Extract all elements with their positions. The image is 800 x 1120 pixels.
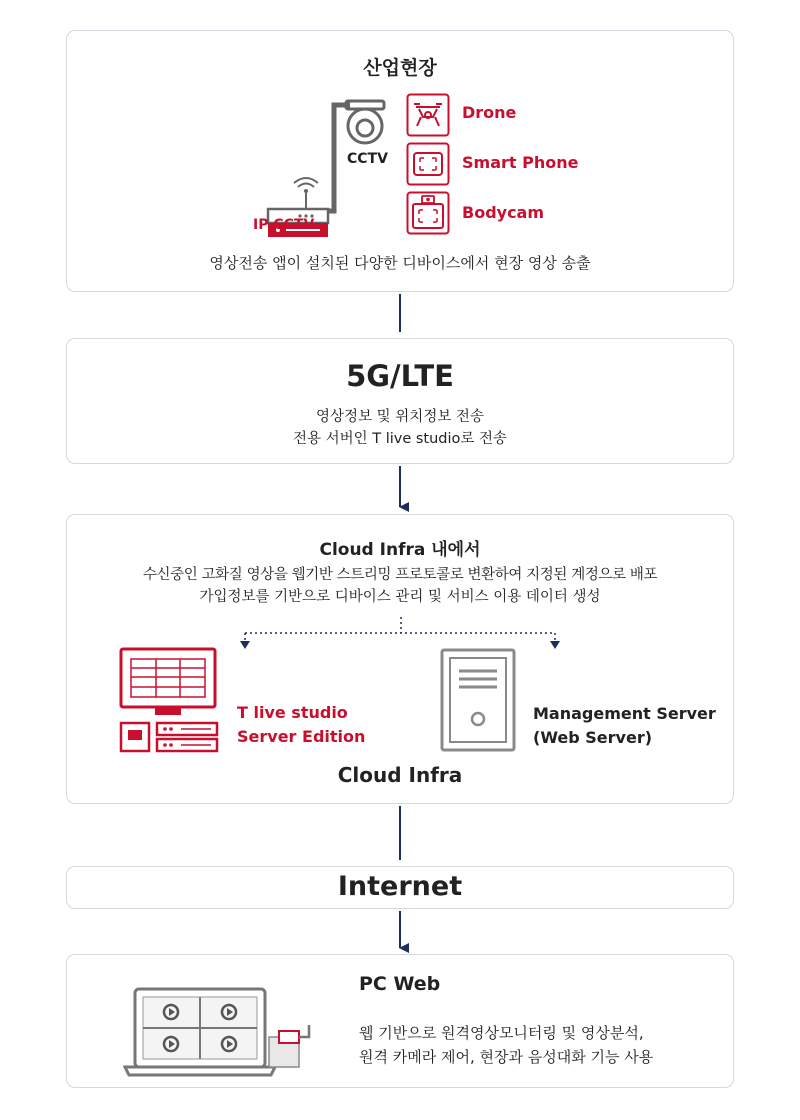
management-server-label-1: Management Server (533, 704, 716, 723)
network-line-1: 영상정보 및 위치정보 전송 (316, 409, 484, 425)
tlive-server-label-1: T live studio (237, 703, 348, 722)
tlive-server-label-2: Server Edition (237, 727, 366, 746)
industrial-site-description: 영상전송 앱이 설치된 다양한 디바이스에서 현장 영상 송출 (209, 254, 591, 272)
cloud-line-1: 수신중인 고화질 영상을 웹기반 스트리밍 프로토콜로 변환하여 지정된 계정으로 배포 (142, 567, 658, 583)
device-label-drone: Drone (462, 103, 517, 122)
pc-web-title: PC Web (359, 973, 441, 995)
ip-cctv-label: IP CCTV (253, 217, 315, 233)
tlive-server-icon (119, 647, 223, 755)
laptop-monitoring-icon (123, 985, 323, 1081)
pc-web-line-2: 원격 카메라 제어, 현장과 음성대화 기능 사용 (359, 1048, 654, 1066)
network-line-2: 전용 서버인 T live studio로 전송 (292, 431, 508, 447)
drone-icon (406, 93, 450, 137)
pc-web-box (66, 954, 734, 1088)
industrial-site-box (66, 30, 734, 292)
internet-title: Internet (337, 871, 463, 902)
network-box (66, 338, 734, 464)
internet-box (66, 866, 734, 909)
cloud-line-2: 가입정보를 기반으로 디바이스 관리 및 서비스 이용 데이터 생성 (199, 589, 601, 605)
pc-web-line-1: 웹 기반으로 원격영상모니터링 및 영상분석, (359, 1024, 644, 1042)
device-label-bodycam: Bodycam (462, 203, 545, 222)
cloud-footer: Cloud Infra (337, 763, 463, 787)
device-label-smartphone: Smart Phone (462, 153, 579, 172)
smartphone-icon (406, 142, 450, 186)
management-server-label-2: (Web Server) (533, 728, 653, 747)
bodycam-icon (406, 191, 450, 235)
cloud-infra-box (66, 514, 734, 804)
network-title: 5G/LTE (346, 359, 454, 393)
industrial-site-title: 산업현장 (363, 57, 437, 79)
cloud-title: Cloud Infra 내에서 (319, 540, 481, 560)
cctv-label: CCTV (347, 151, 388, 167)
management-server-icon (439, 647, 517, 753)
